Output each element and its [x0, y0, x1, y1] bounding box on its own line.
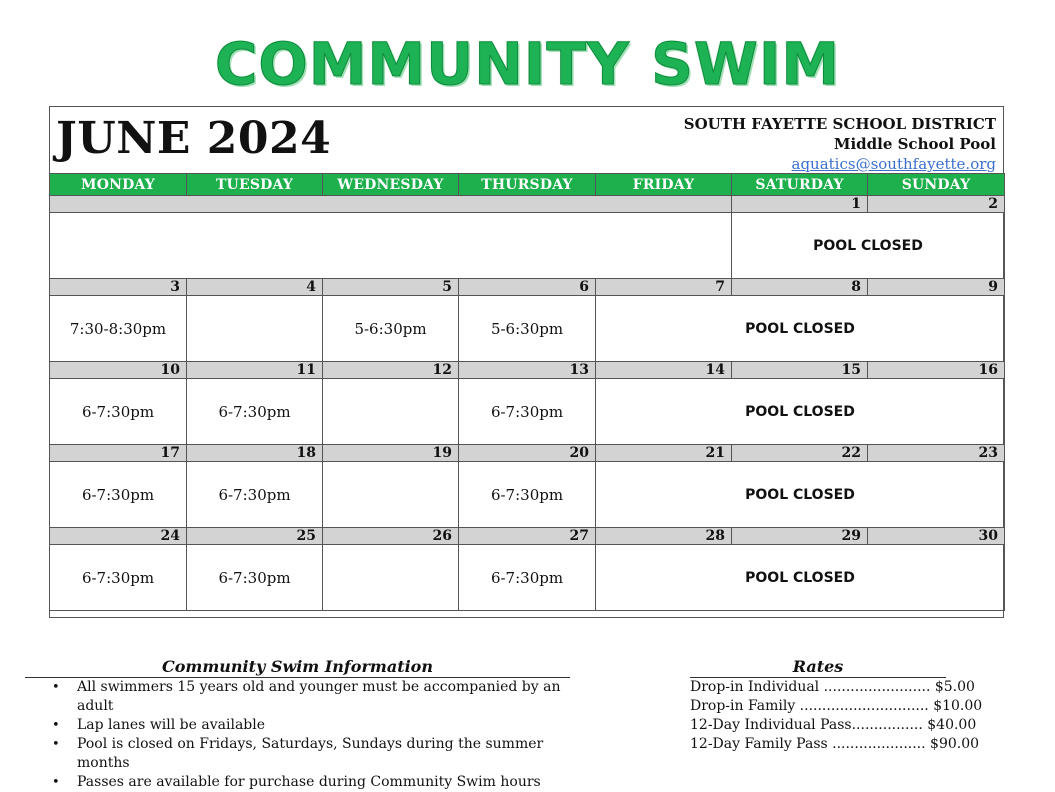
info-item: • Pool is closed on Fridays, Saturdays, Sundays during the summer months — [77, 735, 575, 773]
date-number: 17 — [50, 445, 187, 462]
rate-row: 12-Day Individual Pass................ $40.00 — [690, 717, 977, 733]
weekday-header: FRIDAY — [596, 174, 732, 196]
swim-time-cell: 6-7:30pm — [187, 379, 323, 445]
date-number: 28 — [596, 528, 732, 545]
district-name: SOUTH FAYETTE SCHOOL DISTRICT — [683, 115, 996, 133]
date-number: 8 — [732, 279, 868, 296]
weekday-header: THURSDAY — [459, 174, 596, 196]
weekday-header-row — [50, 174, 1005, 196]
community-swim-info — [25, 656, 575, 792]
date-number: 22 — [732, 445, 868, 462]
date-number: 21 — [596, 445, 732, 462]
email-link[interactable]: aquatics@southfayette.org — [791, 155, 996, 173]
date-number: 12 — [323, 362, 459, 379]
date-number: 16 — [868, 362, 1005, 379]
district-info — [684, 114, 996, 174]
date-number-row — [50, 445, 1005, 462]
date-number: 27 — [459, 528, 596, 545]
date-number-row — [50, 528, 1005, 545]
pool-closed-cell: POOL CLOSED — [596, 545, 1005, 611]
date-number: 9 — [868, 279, 1005, 296]
swim-time-cell: 6-7:30pm — [50, 462, 187, 528]
week-row — [50, 296, 1005, 362]
swim-time-cell: 6-7:30pm — [50, 379, 187, 445]
date-number: 25 — [187, 528, 323, 545]
info-item: • Lap lanes will be available — [77, 716, 575, 735]
swim-time-cell: 6-7:30pm — [459, 462, 596, 528]
pool-closed-cell: POOL CLOSED — [596, 379, 1005, 445]
page-title: COMMUNITY SWIM — [214, 30, 841, 98]
date-number: 14 — [596, 362, 732, 379]
pool-closed-cell: POOL CLOSED — [596, 296, 1005, 362]
date-number: 19 — [323, 445, 459, 462]
date-number: 2 — [868, 196, 1005, 213]
swim-time-cell: 5-6:30pm — [459, 296, 596, 362]
pool-closed-cell: POOL CLOSED — [732, 213, 1005, 279]
week-row — [50, 462, 1005, 528]
week-row — [50, 379, 1005, 445]
date-number: 30 — [868, 528, 1005, 545]
swim-time-cell — [323, 379, 459, 445]
swim-time-cell: 5-6:30pm — [323, 296, 459, 362]
swim-time-cell — [323, 545, 459, 611]
date-number: 26 — [323, 528, 459, 545]
pool-closed-cell: POOL CLOSED — [596, 462, 1005, 528]
weekday-header: MONDAY — [50, 174, 187, 196]
rate-row: Drop-in Individual ........................ $5.00 — [690, 679, 975, 695]
date-number: 13 — [459, 362, 596, 379]
empty-day-cell — [50, 213, 732, 279]
rates-section — [690, 656, 983, 754]
swim-time-cell: 6-7:30pm — [187, 545, 323, 611]
swim-time-cell — [323, 462, 459, 528]
date-number: 24 — [50, 528, 187, 545]
swim-time-cell — [187, 296, 323, 362]
pool-location: Middle School Pool — [833, 135, 996, 153]
rate-row: Drop-in Family ............................. $10.00 — [690, 698, 983, 714]
date-number: 6 — [459, 279, 596, 296]
date-number: 20 — [459, 445, 596, 462]
date-number: 11 — [187, 362, 323, 379]
swim-time-cell: 6-7:30pm — [187, 462, 323, 528]
rate-row: 12-Day Family Pass ..................... $90.00 — [690, 736, 980, 752]
info-item: • All swimmers 15 years old and younger must be accompanied by an adult — [77, 678, 575, 716]
week-row — [50, 213, 1005, 279]
date-number: 4 — [187, 279, 323, 296]
date-number: 23 — [868, 445, 1005, 462]
month-heading: JUNE 2024 — [56, 113, 332, 164]
empty-date-cell — [50, 196, 732, 213]
weekday-header: SATURDAY — [732, 174, 868, 196]
info-list — [25, 678, 575, 792]
weekday-header: WEDNESDAY — [323, 174, 459, 196]
date-number: 18 — [187, 445, 323, 462]
swim-time-cell: 6-7:30pm — [459, 545, 596, 611]
date-number: 3 — [50, 279, 187, 296]
date-number: 1 — [732, 196, 868, 213]
info-heading: Community Swim Information — [25, 656, 570, 678]
date-number: 5 — [323, 279, 459, 296]
date-number-row — [50, 279, 1005, 296]
date-number-row — [50, 362, 1005, 379]
date-number: 10 — [50, 362, 187, 379]
weekday-header: TUESDAY — [187, 174, 323, 196]
swim-time-cell: 7:30-8:30pm — [50, 296, 187, 362]
swim-time-cell: 6-7:30pm — [50, 545, 187, 611]
info-item: • Passes are available for purchase during Community Swim hours — [77, 773, 575, 792]
weekday-header: SUNDAY — [868, 174, 1005, 196]
date-number: 29 — [732, 528, 868, 545]
week-row — [50, 545, 1005, 611]
calendar-grid — [49, 173, 1005, 611]
rates-heading: Rates — [690, 656, 946, 678]
date-number: 15 — [732, 362, 868, 379]
swim-time-cell: 6-7:30pm — [459, 379, 596, 445]
date-number-row — [50, 196, 1005, 213]
date-number: 7 — [596, 279, 732, 296]
